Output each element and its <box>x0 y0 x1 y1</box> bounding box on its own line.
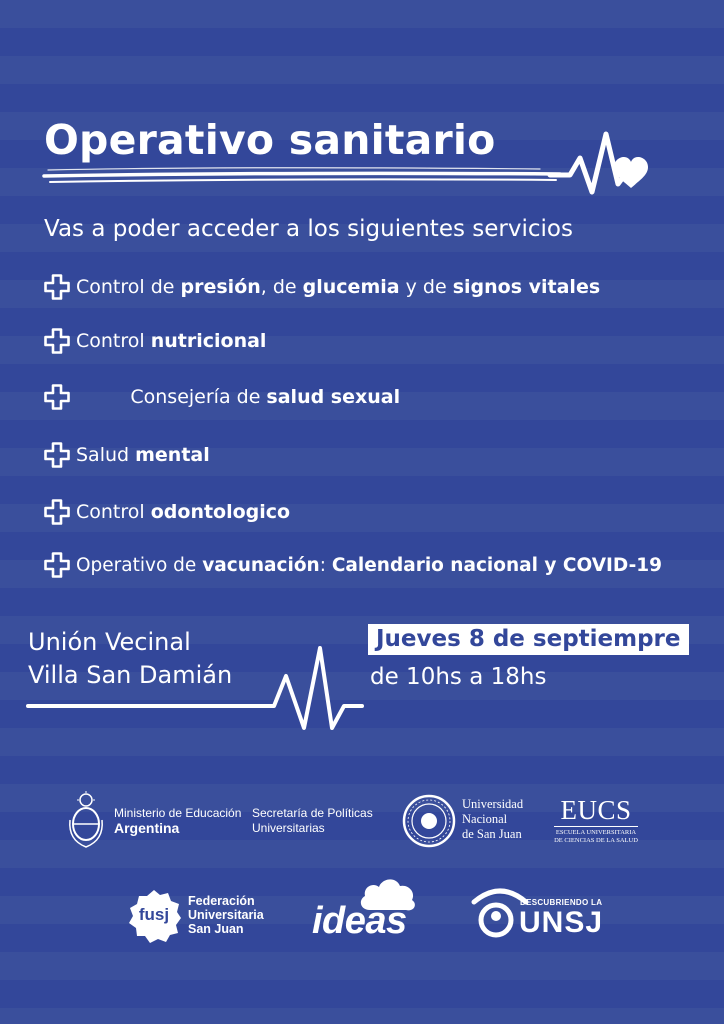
service-text <box>76 364 400 430</box>
logo-ideas: ideas <box>312 900 407 942</box>
service-text-bold: salud sexual <box>266 386 401 408</box>
service-text-bold: nutricional <box>150 330 267 352</box>
service-text-bold: Calendario nacional y COVID-19 <box>331 554 663 576</box>
service-text-part: Operativo de <box>76 554 203 576</box>
plus-icon <box>44 328 70 354</box>
unsj-line-1: Universidad <box>462 797 524 811</box>
service-text-bold: vacunación <box>202 554 320 576</box>
descubriendo-unsj: UNSJ <box>519 906 604 939</box>
service-item-salud-sexual <box>44 382 400 412</box>
service-text-part: y de <box>399 276 453 298</box>
plus-icon <box>44 499 70 525</box>
service-text-bold: glucemia <box>302 276 400 298</box>
logo-secretaria <box>252 806 373 836</box>
service-text-bold: odontologico <box>150 501 291 523</box>
service-text <box>76 330 266 352</box>
service-text <box>76 555 662 576</box>
service-item-nutricional <box>44 326 266 356</box>
service-text-part: Control de <box>76 276 181 298</box>
event-hours: de 10hs a 18hs <box>370 664 547 690</box>
logo-unsj <box>462 797 523 842</box>
service-text <box>76 444 210 466</box>
service-text-part: Salud <box>76 444 136 466</box>
service-text <box>76 501 290 523</box>
service-item-odontologico <box>44 497 290 527</box>
service-text-bold: presión <box>180 276 261 298</box>
plus-icon <box>44 552 70 578</box>
heart-icon <box>612 156 650 190</box>
service-text-part: : <box>319 554 332 576</box>
service-item-presion <box>44 272 600 302</box>
eucs-line-2: DE CIENCIAS DE LA SALUD <box>554 837 638 844</box>
heartbeat-heading-decoration <box>40 112 660 202</box>
plus-icon <box>44 274 70 300</box>
logo-ministerio <box>114 806 241 836</box>
service-text-part: Control <box>76 330 151 352</box>
plus-icon <box>44 442 70 468</box>
logo-fusj <box>188 894 264 936</box>
fusj-mark: fusj <box>138 905 170 924</box>
service-text-part: Control <box>76 501 151 523</box>
unsj-line-3: de San Juan <box>462 827 522 841</box>
unsj-seal-icon <box>402 794 456 848</box>
service-item-vacunacion <box>44 550 662 580</box>
fusj-line-2: Universitaria <box>188 908 264 922</box>
heartbeat-line-icon <box>24 640 368 736</box>
service-text-part: Consejería de <box>124 386 267 408</box>
service-item-salud-mental <box>44 440 210 470</box>
fusj-line-3: San Juan <box>188 922 244 936</box>
eucs-mark: EUCS <box>560 795 632 825</box>
services-intro: Vas a poder acceder a los siguientes servicios <box>44 216 573 242</box>
logo-eucs <box>554 796 638 845</box>
service-text-bold: mental <box>135 444 210 466</box>
service-text-part: , de <box>260 276 303 298</box>
plus-icon <box>44 384 70 410</box>
venue-line-1: Unión Vecinal <box>28 628 191 656</box>
event-date: Jueves 8 de septiempre <box>368 624 689 655</box>
ministerio-line-2: Argentina <box>114 820 180 836</box>
service-text-bold: signos vitales <box>452 276 601 298</box>
service-text <box>76 276 600 298</box>
venue-line-2: Villa San Damián <box>28 661 233 689</box>
secretaria-line-1: Secretaría de Políticas <box>252 806 373 820</box>
secretaria-line-2: Universitarias <box>252 821 325 835</box>
ministerio-line-1: Ministerio de Educación <box>114 806 242 820</box>
argentina-coat-of-arms-icon <box>66 790 106 850</box>
descubriendo-small: DESCUBRIENDO LA <box>520 898 603 907</box>
fusj-line-1: Federación <box>188 894 255 908</box>
eucs-line-1: ESCUELA UNIVERSITARIA <box>554 826 638 837</box>
page-title: Operativo sanitario <box>44 116 496 164</box>
unsj-line-2: Nacional <box>462 812 508 826</box>
fusj-badge-icon <box>126 888 182 944</box>
